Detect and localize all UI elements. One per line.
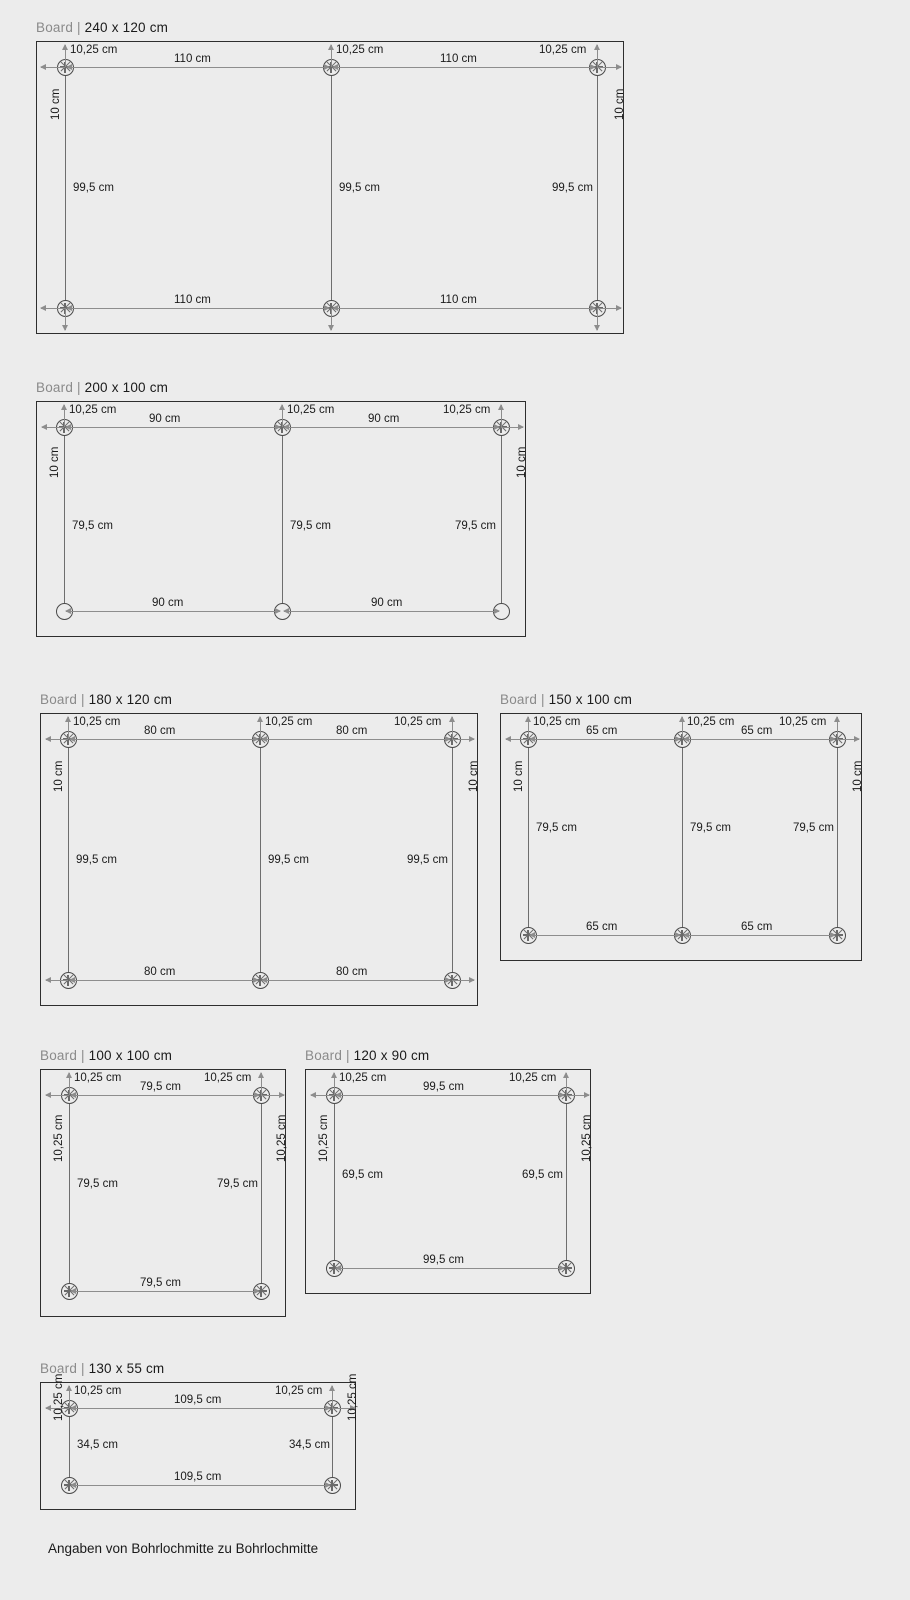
board-130x55-block	[40, 1361, 359, 1510]
dim-arrow	[597, 45, 598, 67]
hole-line-right	[332, 1408, 333, 1485]
dim-label: 10,25 cm	[509, 1072, 557, 1084]
dim-label: 90 cm	[149, 413, 181, 425]
hole-line-left	[69, 1095, 70, 1291]
board-title-size: 120 x 90 cm	[353, 1048, 430, 1063]
dim-label: 79,5 cm	[455, 520, 496, 532]
dim-label: 10,25 cm	[443, 404, 491, 416]
dim-arrow	[501, 405, 502, 427]
board-title	[40, 1048, 286, 1063]
dim-label: 90 cm	[371, 597, 403, 609]
board-100x100-block	[40, 1048, 286, 1317]
dim-arrow	[452, 739, 474, 740]
dim-arrow	[530, 935, 680, 936]
dim-arrow	[284, 427, 499, 428]
dim-arrow	[262, 739, 450, 740]
hole-line-left	[64, 427, 65, 611]
board-title	[40, 1361, 356, 1376]
board-title-prefix: Board |	[36, 20, 81, 35]
dim-arrow	[332, 1386, 333, 1408]
dim-label: 10,25 cm	[539, 44, 587, 56]
board-title	[500, 692, 862, 707]
dim-label: 80 cm	[144, 966, 176, 978]
dim-label: 65 cm	[741, 921, 773, 933]
board-title	[40, 692, 478, 707]
dim-label: 79,5 cm	[793, 822, 834, 834]
dim-label: 10,25 cm	[73, 716, 121, 728]
dim-label: 10 cm	[50, 88, 62, 120]
dim-arrow	[46, 739, 68, 740]
dim-arrow	[684, 935, 835, 936]
dim-arrow	[67, 308, 329, 309]
dim-label: 110 cm	[440, 53, 477, 65]
dim-label: 10,25 cm	[74, 1385, 122, 1397]
dim-arrow	[597, 308, 621, 309]
dim-label: 65 cm	[741, 725, 773, 737]
dim-arrow	[65, 308, 66, 330]
footnote-text: Angaben von Bohrlochmitte zu Bohrlochmitte	[48, 1541, 319, 1556]
dim-label: 99,5 cm	[423, 1254, 464, 1266]
board-title-size: 200 x 100 cm	[84, 380, 169, 395]
board-title	[36, 20, 624, 35]
dim-label: 79,5 cm	[72, 520, 113, 532]
dim-label: 10,25 cm	[276, 1114, 288, 1162]
dim-label: 90 cm	[152, 597, 184, 609]
board-title-prefix: Board |	[305, 1048, 350, 1063]
dim-label: 79,5 cm	[140, 1081, 181, 1093]
dim-label: 10,25 cm	[70, 44, 118, 56]
hole-line-mid	[260, 739, 261, 980]
dim-label: 10,25 cm	[336, 44, 384, 56]
board-title-prefix: Board |	[40, 692, 85, 707]
hole-line-left	[334, 1095, 335, 1268]
board-120x90-block	[305, 1048, 591, 1294]
dim-label: 109,5 cm	[174, 1394, 222, 1406]
board-outline	[40, 713, 478, 1006]
dim-arrow	[261, 1073, 262, 1095]
board-title-prefix: Board |	[36, 380, 81, 395]
board-outline	[36, 401, 526, 637]
hole-line-left	[69, 1408, 70, 1485]
dim-arrow	[66, 427, 280, 428]
dim-label: 10,25 cm	[581, 1114, 593, 1162]
hole-line-right	[261, 1095, 262, 1291]
dim-arrow	[46, 980, 68, 981]
dim-label: 99,5 cm	[76, 854, 117, 866]
dim-label: 10,25 cm	[204, 1072, 252, 1084]
dim-label: 34,5 cm	[289, 1439, 330, 1451]
hole-line-right	[597, 67, 598, 308]
dim-arrow	[67, 67, 329, 68]
dim-arrow	[42, 427, 64, 428]
dim-label: 10,25 cm	[53, 1114, 65, 1162]
dim-label: 10 cm	[614, 88, 626, 120]
board-title-size: 100 x 100 cm	[88, 1048, 173, 1063]
dim-label: 34,5 cm	[77, 1439, 118, 1451]
board-title	[36, 380, 526, 395]
dim-label: 79,5 cm	[140, 1277, 181, 1289]
board-outline	[500, 713, 862, 961]
board-150x100-block	[500, 692, 862, 961]
dim-arrow	[837, 717, 838, 739]
dim-label: 10,25 cm	[69, 404, 117, 416]
dim-label: 65 cm	[586, 921, 618, 933]
dim-arrow	[333, 308, 595, 309]
dim-label: 10,25 cm	[74, 1072, 122, 1084]
board-240x120-block	[36, 20, 624, 334]
dim-arrow	[41, 308, 65, 309]
dim-arrow	[66, 611, 280, 612]
dim-arrow	[336, 1268, 564, 1269]
board-title-size: 240 x 120 cm	[84, 20, 169, 35]
dim-arrow	[311, 1095, 334, 1096]
dim-label: 10,25 cm	[53, 1373, 65, 1421]
hole-line-mid	[282, 427, 283, 611]
board-title-size: 150 x 100 cm	[548, 692, 633, 707]
board-title-prefix: Board |	[500, 692, 545, 707]
board-outline	[40, 1373, 359, 1510]
dim-label: 10 cm	[513, 760, 525, 792]
dim-label: 110 cm	[174, 53, 211, 65]
dim-label: 79,5 cm	[690, 822, 731, 834]
dim-arrow	[262, 980, 450, 981]
dim-label: 10,25 cm	[779, 716, 827, 728]
dim-label: 79,5 cm	[217, 1178, 258, 1190]
dim-label: 99,5 cm	[339, 182, 380, 194]
hole-line-right	[452, 739, 453, 980]
dim-label: 99,5 cm	[73, 182, 114, 194]
dim-label: 10,25 cm	[318, 1114, 330, 1162]
dim-label: 69,5 cm	[342, 1169, 383, 1181]
dim-arrow	[684, 739, 835, 740]
board-outline	[305, 1069, 591, 1294]
dim-label: 10,25 cm	[287, 404, 335, 416]
board-outline	[40, 1069, 286, 1317]
dim-arrow	[530, 739, 680, 740]
dim-arrow	[70, 739, 258, 740]
dim-arrow	[331, 308, 332, 330]
dim-arrow	[71, 1485, 330, 1486]
dim-arrow	[336, 1095, 564, 1096]
dim-label: 110 cm	[174, 294, 211, 306]
dim-label: 79,5 cm	[290, 520, 331, 532]
dim-label: 99,5 cm	[268, 854, 309, 866]
dim-label: 80 cm	[336, 966, 368, 978]
dim-label: 80 cm	[336, 725, 368, 737]
dim-arrow	[333, 67, 595, 68]
dim-arrow	[506, 739, 528, 740]
dim-label: 79,5 cm	[536, 822, 577, 834]
dim-label: 99,5 cm	[423, 1081, 464, 1093]
dim-arrow	[501, 427, 523, 428]
dim-label: 10,25 cm	[533, 716, 581, 728]
dim-arrow	[71, 1095, 259, 1096]
dim-label: 110 cm	[440, 294, 477, 306]
dim-label: 109,5 cm	[174, 1471, 222, 1483]
board-title-size: 180 x 120 cm	[88, 692, 173, 707]
dim-arrow	[41, 67, 65, 68]
dim-label: 10,25 cm	[339, 1072, 387, 1084]
dim-label: 10,25 cm	[265, 716, 313, 728]
dim-label: 90 cm	[368, 413, 400, 425]
dim-label: 10 cm	[852, 760, 864, 792]
board-180x120-block	[40, 692, 478, 1006]
hole-line-mid	[331, 67, 332, 308]
board-200x100-block	[36, 380, 526, 637]
dim-arrow	[452, 980, 474, 981]
dim-label: 10 cm	[468, 760, 480, 792]
dim-label: 10,25 cm	[394, 716, 442, 728]
dim-arrow	[597, 308, 598, 330]
dim-label: 99,5 cm	[407, 854, 448, 866]
board-title-prefix: Board |	[40, 1361, 85, 1376]
hole-line-mid	[682, 739, 683, 935]
dim-label: 69,5 cm	[522, 1169, 563, 1181]
dim-label: 10,25 cm	[687, 716, 735, 728]
dim-arrow	[597, 67, 621, 68]
dim-label: 10,25 cm	[347, 1373, 359, 1421]
dim-arrow	[261, 1095, 284, 1096]
dim-label: 10 cm	[516, 446, 528, 478]
dim-arrow	[71, 1408, 330, 1409]
dim-arrow	[46, 1095, 69, 1096]
hole-line-left	[65, 67, 66, 308]
dim-label: 80 cm	[144, 725, 176, 737]
dim-label: 10,25 cm	[275, 1385, 323, 1397]
dim-arrow	[71, 1291, 259, 1292]
dim-label: 10 cm	[49, 446, 61, 478]
hole-line-right	[566, 1095, 567, 1268]
dim-arrow	[566, 1073, 567, 1095]
dim-arrow	[837, 739, 859, 740]
dim-arrow	[70, 980, 258, 981]
dim-arrow	[566, 1095, 589, 1096]
hole-line-left	[68, 739, 69, 980]
dim-label: 79,5 cm	[77, 1178, 118, 1190]
hole-line-left	[528, 739, 529, 935]
board-title-size: 130 x 55 cm	[88, 1361, 165, 1376]
dim-label: 99,5 cm	[552, 182, 593, 194]
dim-arrow	[452, 717, 453, 739]
board-title-prefix: Board |	[40, 1048, 85, 1063]
dim-arrow	[284, 611, 499, 612]
board-outline	[36, 41, 624, 334]
dim-label: 65 cm	[586, 725, 618, 737]
hole-line-right	[837, 739, 838, 935]
board-title	[305, 1048, 591, 1063]
dim-label: 10 cm	[53, 760, 65, 792]
hole-line-right	[501, 427, 502, 611]
